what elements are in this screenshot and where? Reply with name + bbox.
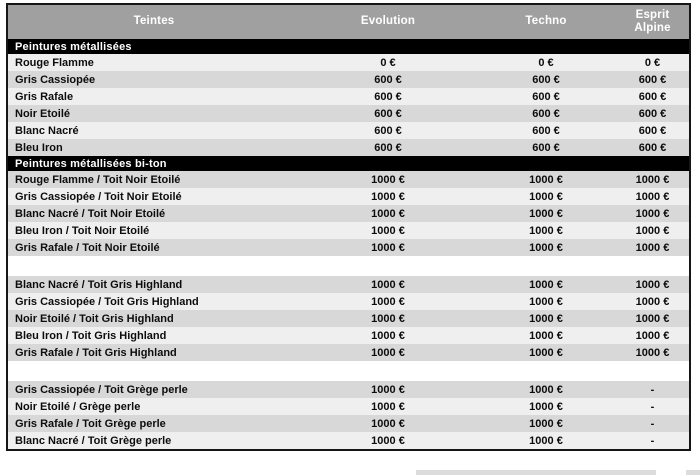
column-header-teintes: Teintes <box>133 15 175 28</box>
paint-pricing-table <box>6 3 691 451</box>
table-row <box>8 139 689 156</box>
table-row <box>8 432 689 449</box>
tint-name-cell: Bleu Iron <box>15 141 63 154</box>
price-cell-evolution: 1000 € <box>371 207 405 220</box>
tint-name-cell: Blanc Nacré / Toit Grège perle <box>15 434 172 447</box>
price-cell-techno: 1000 € <box>529 434 563 447</box>
price-cell-techno: 1000 € <box>529 190 563 203</box>
table-row <box>8 54 689 71</box>
price-cell-techno: 600 € <box>532 141 560 154</box>
price-cell-evolution: 1000 € <box>371 241 405 254</box>
table-row <box>8 105 689 122</box>
price-cell-techno: 600 € <box>532 107 560 120</box>
tint-name-cell: Gris Cassiopée / Toit Noir Etoilé <box>15 190 182 203</box>
column-header-techno: Techno <box>525 15 567 28</box>
price-cell-evolution: 1000 € <box>371 295 405 308</box>
price-cell-evolution: 1000 € <box>371 346 405 359</box>
price-cell-esprit-alpine: 1000 € <box>635 224 670 237</box>
spacer-row <box>8 361 689 381</box>
tint-name-cell: Bleu Iron / Toit Gris Highland <box>15 329 167 342</box>
price-cell-techno: 1000 € <box>529 346 563 359</box>
table-row <box>8 88 689 105</box>
price-cell-esprit-alpine: 1000 € <box>635 207 670 220</box>
table-row <box>8 171 689 188</box>
tint-name-cell: Noir Etoilé / Grège perle <box>15 400 141 413</box>
table-header-row <box>8 5 689 39</box>
price-cell-techno: 1000 € <box>529 224 563 237</box>
price-cell-esprit-alpine: 1000 € <box>635 173 670 186</box>
price-cell-techno: 600 € <box>532 90 560 103</box>
price-cell-techno: 1000 € <box>529 417 563 430</box>
price-cell-evolution: 0 € <box>380 56 396 69</box>
table-row <box>8 293 689 310</box>
tint-name-cell: Rouge Flamme <box>15 56 94 69</box>
price-cell-esprit-alpine: 600 € <box>638 107 667 120</box>
price-cell-evolution: 1000 € <box>371 417 405 430</box>
column-header-evolution: Evolution <box>360 15 416 28</box>
section-title: Peintures métallisées <box>15 40 132 53</box>
price-cell-evolution: 1000 € <box>371 312 405 325</box>
price-cell-esprit-alpine: 1000 € <box>635 329 670 342</box>
price-cell-evolution: 1000 € <box>371 278 405 291</box>
price-cell-evolution: 600 € <box>374 90 402 103</box>
price-cell-techno: 1000 € <box>529 207 563 220</box>
tint-name-cell: Noir Etoilé / Toit Gris Highland <box>15 312 174 325</box>
table-row <box>8 188 689 205</box>
section-header-row <box>8 39 689 54</box>
price-cell-evolution: 1000 € <box>371 383 405 396</box>
tint-name-cell: Gris Cassiopée / Toit Grège perle <box>15 383 188 396</box>
tint-name-cell: Blanc Nacré <box>15 124 79 137</box>
price-cell-evolution: 1000 € <box>371 434 405 447</box>
tint-name-cell: Gris Cassiopée <box>15 73 96 86</box>
price-cell-techno: 1000 € <box>529 400 563 413</box>
spacer-row <box>8 256 689 276</box>
price-cell-evolution: 1000 € <box>371 173 405 186</box>
price-cell-evolution: 1000 € <box>371 329 405 342</box>
table-row <box>8 276 689 293</box>
price-cell-evolution: 1000 € <box>371 400 405 413</box>
price-cell-esprit-alpine: 600 € <box>638 90 667 103</box>
section-header-row <box>8 156 689 171</box>
table-row <box>8 398 689 415</box>
price-cell-esprit-alpine: - <box>650 434 655 447</box>
tint-name-cell: Gris Rafale / Toit Gris Highland <box>15 346 177 359</box>
price-cell-techno: 1000 € <box>529 241 563 254</box>
table-row <box>8 327 689 344</box>
price-cell-esprit-alpine: 1000 € <box>635 278 670 291</box>
table-body <box>8 39 689 449</box>
tint-name-cell: Bleu Iron / Toit Noir Etoilé <box>15 224 150 237</box>
price-cell-esprit-alpine: - <box>650 400 655 413</box>
price-cell-esprit-alpine: - <box>650 417 655 430</box>
price-cell-evolution: 1000 € <box>371 224 405 237</box>
price-cell-techno: 1000 € <box>529 329 563 342</box>
price-cell-evolution: 600 € <box>374 141 402 154</box>
tint-name-cell: Blanc Nacré / Toit Gris Highland <box>15 278 183 291</box>
price-cell-esprit-alpine: 600 € <box>638 73 667 86</box>
price-cell-techno: 1000 € <box>529 312 563 325</box>
table-row <box>8 239 689 256</box>
table-row <box>8 381 689 398</box>
price-cell-esprit-alpine: 1000 € <box>635 346 670 359</box>
tint-name-cell: Blanc Nacré / Toit Noir Etoilé <box>15 207 166 220</box>
price-cell-esprit-alpine: - <box>650 383 655 396</box>
tint-name-cell: Gris Cassiopée / Toit Gris Highland <box>15 295 199 308</box>
price-cell-techno: 1000 € <box>529 173 563 186</box>
price-cell-esprit-alpine: 1000 € <box>635 241 670 254</box>
table-row <box>8 205 689 222</box>
table-row <box>8 71 689 88</box>
cropped-next-row-strip <box>416 470 656 475</box>
table-row <box>8 222 689 239</box>
price-cell-esprit-alpine: 1000 € <box>635 295 670 308</box>
cropped-next-row-strip <box>686 470 700 475</box>
price-cell-evolution: 600 € <box>374 73 402 86</box>
price-cell-esprit-alpine: 600 € <box>638 141 667 154</box>
price-cell-techno: 1000 € <box>529 278 563 291</box>
price-cell-techno: 1000 € <box>529 295 563 308</box>
section-title: Peintures métallisées bi-ton <box>15 157 167 170</box>
price-cell-evolution: 600 € <box>374 124 402 137</box>
price-cell-esprit-alpine: 600 € <box>638 124 667 137</box>
price-cell-esprit-alpine: 1000 € <box>635 312 670 325</box>
price-cell-esprit-alpine: 0 € <box>644 56 661 69</box>
table-row <box>8 310 689 327</box>
table-row <box>8 415 689 432</box>
table-row <box>8 344 689 361</box>
price-cell-techno: 600 € <box>532 124 560 137</box>
tint-name-cell: Gris Rafale <box>15 90 74 103</box>
column-header-esprit-alpine: Esprit Alpine <box>634 8 671 34</box>
tint-name-cell: Rouge Flamme / Toit Noir Etoilé <box>15 173 181 186</box>
price-cell-techno: 0 € <box>538 56 554 69</box>
price-cell-evolution: 1000 € <box>371 190 405 203</box>
price-cell-evolution: 600 € <box>374 107 402 120</box>
price-cell-techno: 600 € <box>532 73 560 86</box>
price-cell-techno: 1000 € <box>529 383 563 396</box>
tint-name-cell: Gris Rafale / Toit Noir Etoilé <box>15 241 160 254</box>
tint-name-cell: Gris Rafale / Toit Grège perle <box>15 417 166 430</box>
price-cell-esprit-alpine: 1000 € <box>635 190 670 203</box>
tint-name-cell: Noir Etoilé <box>15 107 71 120</box>
table-row <box>8 122 689 139</box>
